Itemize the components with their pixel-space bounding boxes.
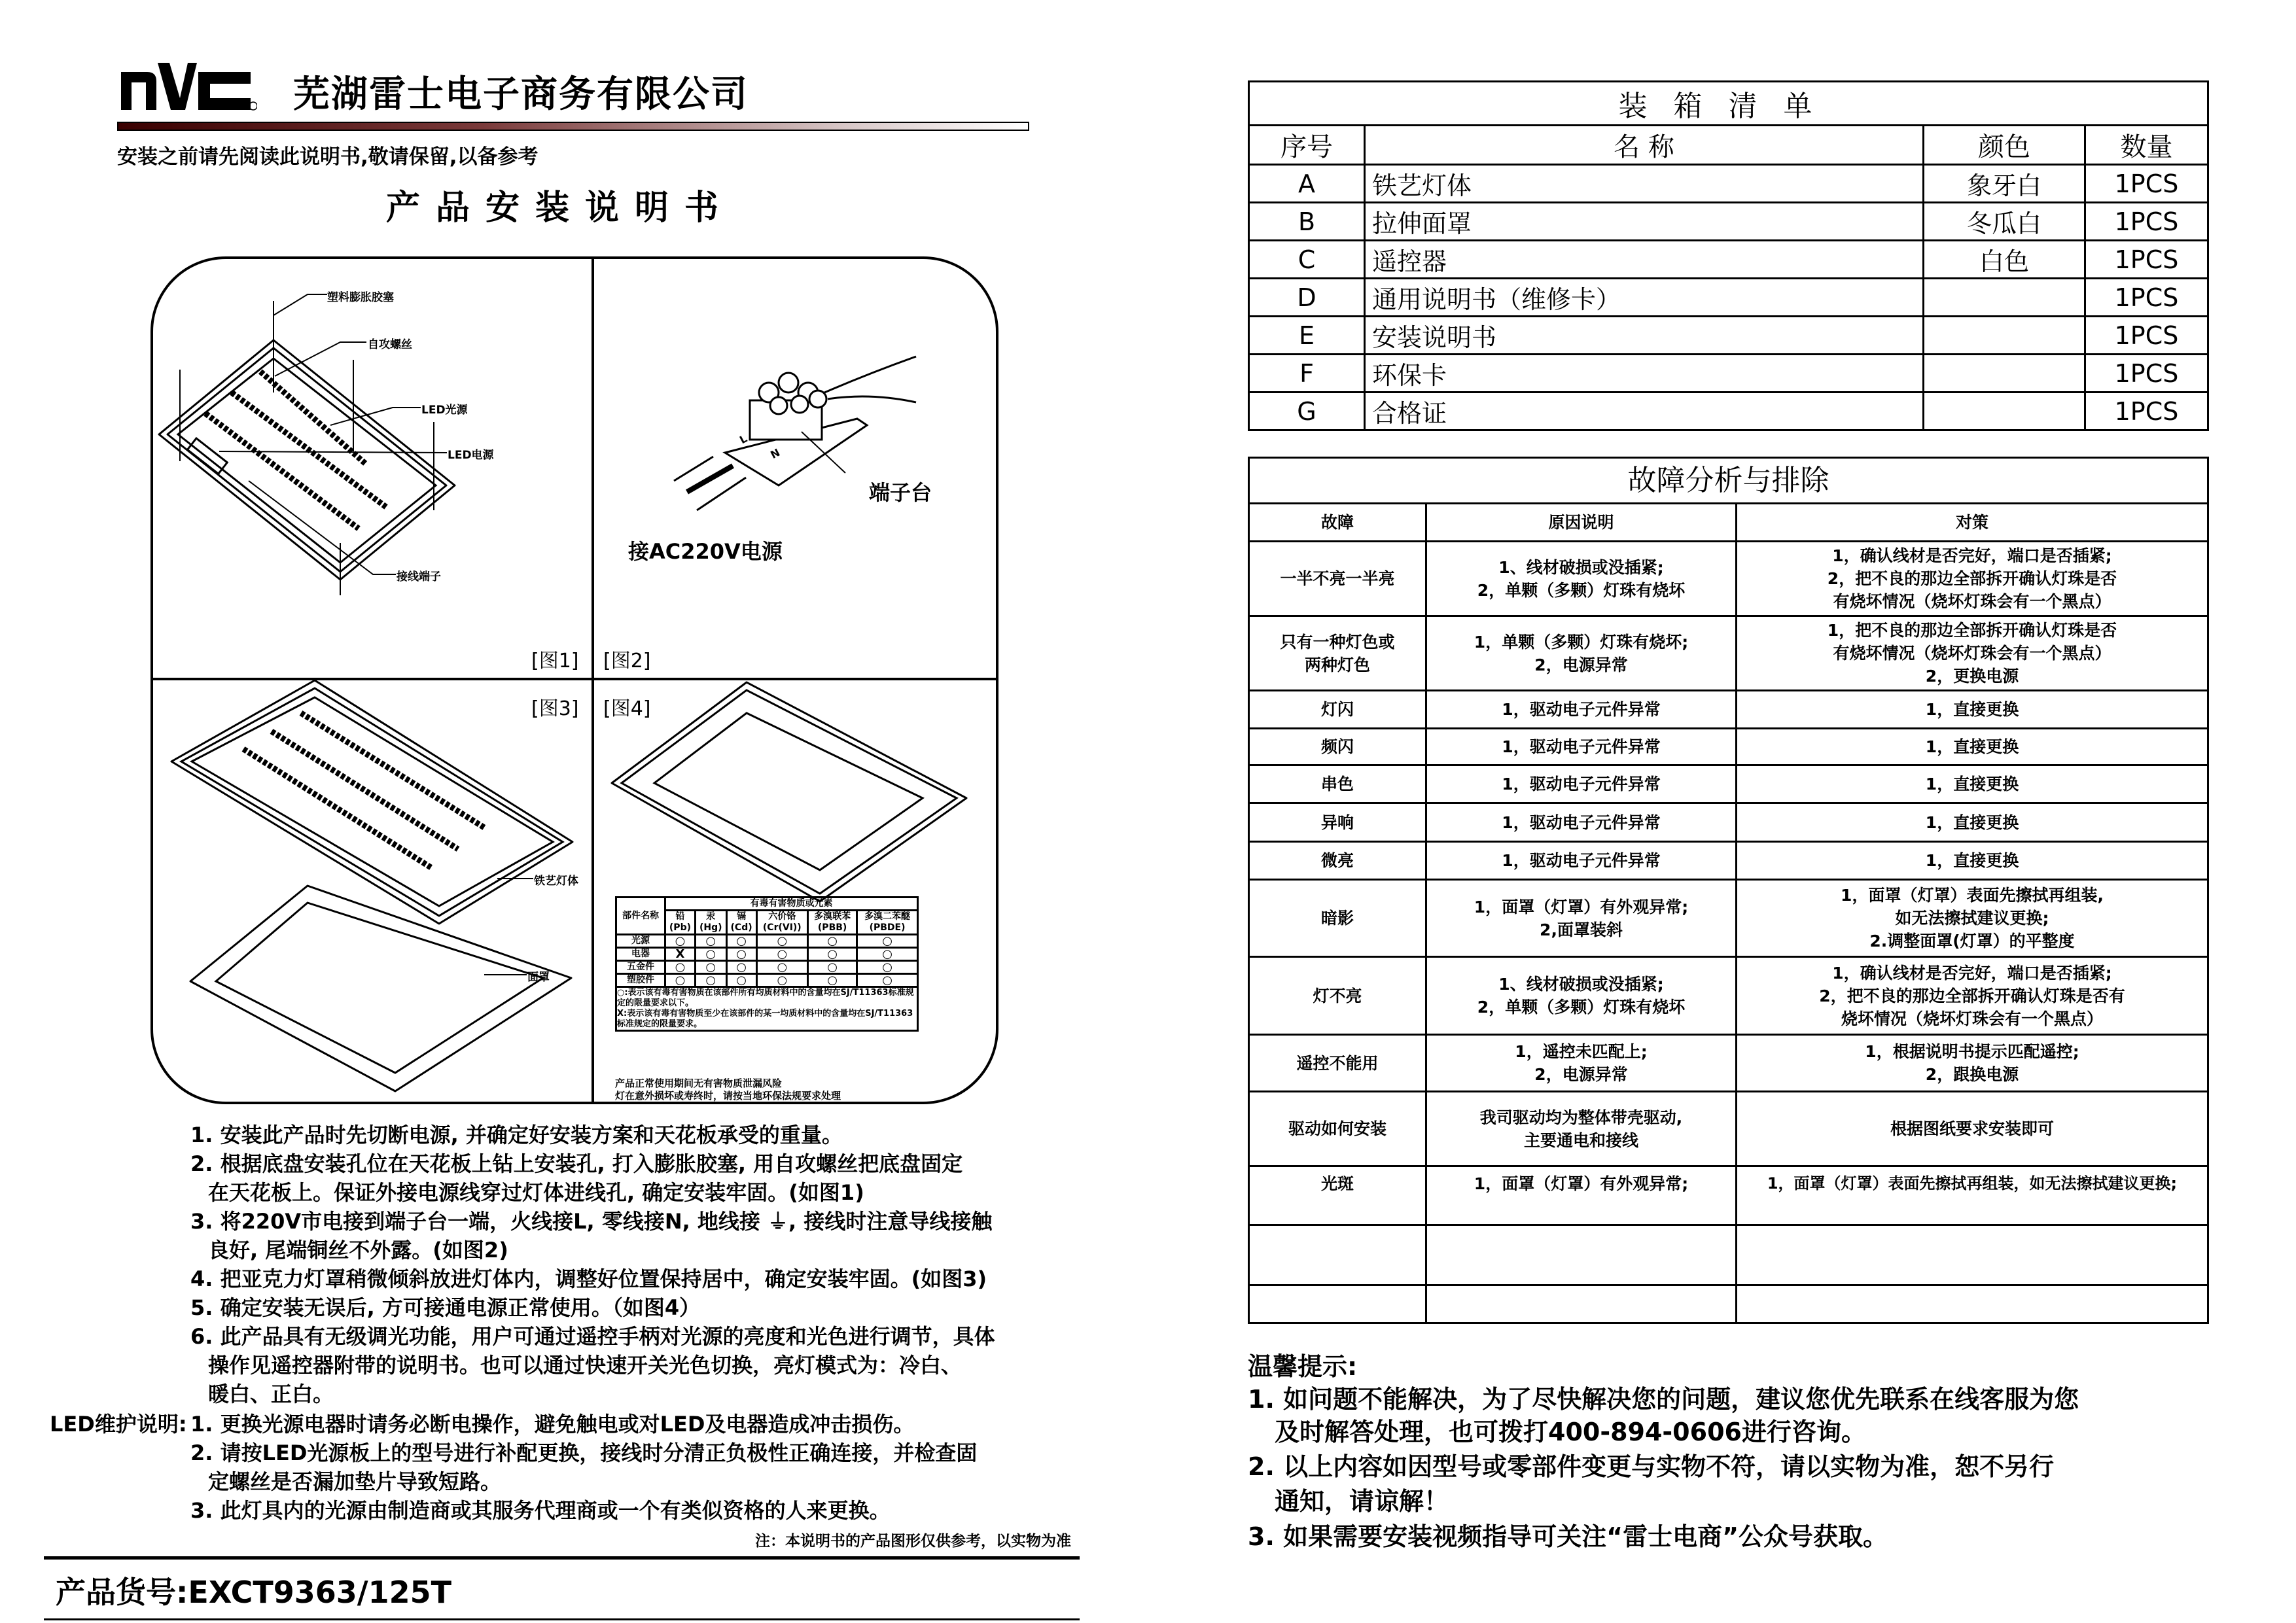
hz-substance-header <box>857 911 918 935</box>
troubleshooting-cell <box>1737 1285 2208 1323</box>
troubleshooting-cell: 异响 <box>1249 803 1426 842</box>
substance-symbol: (Cr(VI)) <box>762 922 802 933</box>
hz-part-header: 部件名称 <box>616 898 665 935</box>
terminal-mark-n: N <box>768 445 783 462</box>
packing-cell: 1PCS <box>2085 393 2208 430</box>
substance-symbol: (PBDE) <box>869 922 906 933</box>
packing-cell: C <box>1249 241 1365 279</box>
packing-row <box>1249 241 2208 279</box>
troubleshooting-cell: 1，根据说明书提示匹配遥控; 2，跟换电源 <box>1737 1035 2208 1092</box>
packing-header: 颜色 <box>1924 126 2085 165</box>
part-label: 面罩 <box>527 971 550 984</box>
packing-row <box>1249 317 2208 355</box>
troubleshooting-cell: 1，驱动电子元件异常 <box>1426 765 1737 803</box>
instruction-line: 5. 确定安装无误后, 方可接通电源正常使用。（如图4） <box>190 1295 701 1320</box>
packing-cell: 拉伸面罩 <box>1365 203 1924 241</box>
hz-mark: ○ <box>726 935 756 948</box>
troubleshooting-title: 故障分析与排除 <box>1249 458 2208 504</box>
hz-mark: ○ <box>726 948 756 961</box>
troubleshooting-cell: 1，驱动电子元件异常 <box>1426 842 1737 880</box>
packing-cell: 合格证 <box>1365 393 1924 430</box>
hz-mark: ○ <box>857 961 918 974</box>
troubleshooting-header: 故障 <box>1249 504 1426 542</box>
troubleshooting-row <box>1249 616 2208 691</box>
fig4-cover-drawing <box>612 682 966 901</box>
instruction-line: 良好, 尾端铜丝不外露。(如图2) <box>208 1238 508 1263</box>
packing-cell <box>1924 393 2085 430</box>
packing-cell <box>1924 317 2085 355</box>
packing-cell: B <box>1249 203 1365 241</box>
troubleshooting-cell: 一半不亮一半亮 <box>1249 542 1426 616</box>
packing-cell: 1PCS <box>2085 279 2208 317</box>
instruction-line: 1. 安装此产品时先切断电源, 并确定好安装方案和天花板承受的重量。 <box>190 1123 843 1147</box>
led-maintenance-line: 2. 请按LED光源板上的型号进行补配更换，接线时分清正负极性正确连接，并检查固 <box>190 1440 978 1465</box>
tip-line: 通知，请谅解！ <box>1275 1487 1449 1516</box>
part-label: 接线端子 <box>397 570 441 584</box>
footer-rule <box>44 1556 1080 1560</box>
troubleshooting-cell: 1，直接更换 <box>1737 765 2208 803</box>
packing-cell <box>1924 355 2085 393</box>
led-maintenance-line: 3. 此灯具内的光源由制造商或其服务代理商或一个有类似资格的人来更换。 <box>190 1498 891 1523</box>
troubleshooting-row <box>1249 1092 2208 1166</box>
substance-name: 多溴联苯 <box>814 911 851 922</box>
troubleshooting-cell: 1，驱动电子元件异常 <box>1426 729 1737 765</box>
troubleshooting-header: 原因说明 <box>1426 504 1737 542</box>
substance-symbol: (PBB) <box>817 922 847 933</box>
troubleshooting-row <box>1249 957 2208 1035</box>
instruction-line: 6. 此产品具有无级调光功能，用户可通过遥控手柄对光源的亮度和光色进行调节，具体 <box>190 1324 995 1349</box>
hz-group-header: 有毒有害物质或元素 <box>665 898 918 911</box>
hz-mark: ○ <box>695 961 726 974</box>
fig1-label: [图1] <box>531 650 579 672</box>
troubleshooting-cell: 1，直接更换 <box>1737 803 2208 842</box>
hz-mark: ○ <box>857 935 918 948</box>
bottom-rule <box>44 1618 1080 1620</box>
troubleshooting-cell: 1，确认线材是否完好，端口是否插紧; 2，把不良的那边全部拆开确认灯珠是否有 烧坏情况（烧坏灯珠会有一个黑点） <box>1737 957 2208 1035</box>
reference-note: 注：本说明书的产品图形仅供参考，以实物为准 <box>755 1533 1071 1550</box>
hazardous-substance-table <box>615 896 919 1032</box>
packing-cell: F <box>1249 355 1365 393</box>
troubleshooting-row <box>1249 729 2208 765</box>
hz-mark: ○ <box>726 974 756 987</box>
troubleshooting-cell: 1，直接更换 <box>1737 842 2208 880</box>
troubleshooting-cell: 1，直接更换 <box>1737 729 2208 765</box>
hz-part: 电器 <box>616 948 665 961</box>
troubleshooting-cell: 1，单颗（多颗）灯珠有烧坏; 2，电源异常 <box>1426 616 1737 691</box>
hz-row <box>616 948 918 961</box>
packing-cell: 通用说明书（维修卡） <box>1365 279 1924 317</box>
troubleshooting-row <box>1249 765 2208 803</box>
hazard-footer: 灯在意外损坏或寿终时，请按当地环保法规要求处理 <box>615 1090 841 1102</box>
hz-substance-header <box>726 911 756 935</box>
troubleshooting-cell: 驱动如何安装 <box>1249 1092 1426 1166</box>
led-maintenance-line: 1. 更换光源电器时请务必断电操作，避免触电或对LED及电器造成冲击损伤。 <box>190 1412 915 1437</box>
fig2-label: [图2] <box>603 650 651 672</box>
troubleshooting-cell: 1，面罩（灯罩）表面先擦拭再组装，如无法擦拭建议更换; <box>1737 1166 2208 1225</box>
troubleshooting-row <box>1249 880 2208 957</box>
packing-cell: D <box>1249 279 1365 317</box>
fig3-label: [图3] <box>531 697 579 720</box>
instruction-line: 操作见遥控器附带的说明书。也可以通过快速开关光色切换，亮灯模式为：冷白、 <box>208 1353 963 1378</box>
tip-line: 1. 如问题不能解决，为了尽快解决您的问题，建议您优先联系在线客服为您 <box>1248 1385 2079 1414</box>
fig4-label: [图4] <box>603 697 651 720</box>
substance-name: 汞 <box>706 911 716 922</box>
troubleshooting-row <box>1249 803 2208 842</box>
troubleshooting-cell <box>1426 1225 1737 1285</box>
part-label: 铁艺灯体 <box>534 875 578 888</box>
troubleshooting-row <box>1249 842 2208 880</box>
document-title: 产品安装说明书 <box>386 188 735 228</box>
hz-part: 塑胶件 <box>616 974 665 987</box>
hz-mark: ○ <box>857 948 918 961</box>
hz-substance-header <box>808 911 857 935</box>
hz-mark: ○ <box>808 961 857 974</box>
packing-cell: 环保卡 <box>1365 355 1924 393</box>
substance-name: 镉 <box>737 911 747 922</box>
hz-mark: ○ <box>695 948 726 961</box>
hz-mark: ○ <box>808 974 857 987</box>
hz-mark: ○ <box>808 948 857 961</box>
troubleshooting-row <box>1249 1035 2208 1092</box>
hz-mark: ○ <box>857 974 918 987</box>
packing-cell: 1PCS <box>2085 241 2208 279</box>
hz-note-o: ○:表示该有毒有害物质在该部件所有均质材料中的含量均在SJ/T11363标准规定的限量要求以下。 <box>617 988 914 1008</box>
packing-cell: A <box>1249 165 1365 203</box>
part-label: LED光源 <box>421 404 468 417</box>
hz-row <box>616 935 918 948</box>
troubleshooting-cell: 1、线材破损或没插紧; 2，单颗（多颗）灯珠有烧坏 <box>1426 542 1737 616</box>
hz-mark: ○ <box>695 935 726 948</box>
troubleshooting-cell: 光斑 <box>1249 1166 1426 1225</box>
tips-title: 温馨提示: <box>1248 1352 1358 1381</box>
packing-cell <box>1924 279 2085 317</box>
hz-mark: X <box>665 948 696 961</box>
troubleshooting-cell: 微亮 <box>1249 842 1426 880</box>
troubleshooting-cell: 1，面罩（灯罩）表面先擦拭再组装, 如无法擦拭建议更换; 2.调整面罩(灯罩）的平整度 <box>1737 880 2208 957</box>
tip-line: 3. 如果需要安装视频指导可关注“雷士电商”公众号获取。 <box>1248 1522 1888 1551</box>
hz-part: 光源 <box>616 935 665 948</box>
troubleshooting-row <box>1249 691 2208 729</box>
troubleshooting-table <box>1248 457 2209 1324</box>
substance-symbol: (Cd) <box>730 922 752 933</box>
instruction-line: 暖白、正白。 <box>208 1382 334 1406</box>
packing-cell: 遥控器 <box>1365 241 1924 279</box>
hz-note-x: X:表示该有毒有害物质至少在该部件的某一均质材料中的含量均在SJ/T11363标准规定的限量要求。 <box>617 1009 913 1029</box>
troubleshooting-cell: 只有一种灯色或 两种灯色 <box>1249 616 1426 691</box>
packing-cell: 安装说明书 <box>1365 317 1924 355</box>
instruction-line: 4. 把亚克力灯罩稍微倾斜放进灯体内，调整好位置保持居中，确定安装牢固。(如图3) <box>190 1266 987 1291</box>
packing-cell: 象牙白 <box>1924 165 2085 203</box>
led-maintenance-line: 定螺丝是否漏加垫片导致短路。 <box>208 1469 502 1494</box>
hz-mark: ○ <box>665 974 696 987</box>
troubleshooting-cell: 1，驱动电子元件异常 <box>1426 691 1737 729</box>
troubleshooting-cell: 1，确认线材是否完好，端口是否插紧; 2，把不良的那边全部拆开确认灯珠是否 有烧坏情况（烧坏灯珠会有一个黑点） <box>1737 542 2208 616</box>
troubleshooting-cell: 灯闪 <box>1249 691 1426 729</box>
hz-mark: ○ <box>756 974 808 987</box>
hz-mark: ○ <box>726 961 756 974</box>
packing-cell: E <box>1249 317 1365 355</box>
hz-row <box>616 961 918 974</box>
company-name: 芜湖雷士电子商务有限公司 <box>293 73 749 116</box>
part-label: 接AC220V电源 <box>628 539 783 564</box>
packing-list-title: 装箱清单 <box>1249 82 2208 126</box>
hz-part: 五金件 <box>616 961 665 974</box>
substance-name: 六价铬 <box>768 911 796 922</box>
instruction-line: 在天花板上。保证外接电源线穿过灯体进线孔, 确定安装牢固。(如图1) <box>208 1180 864 1205</box>
hz-substance-header <box>665 911 696 935</box>
part-label: 端子台 <box>869 480 932 505</box>
hz-mark: ○ <box>756 935 808 948</box>
fig3-lamp-and-cover-drawing <box>171 680 573 1091</box>
substance-symbol: (Hg) <box>699 922 722 933</box>
troubleshooting-row <box>1249 1225 2208 1285</box>
packing-cell: 1PCS <box>2085 165 2208 203</box>
part-label: LED电源 <box>448 449 494 462</box>
troubleshooting-cell: 我司驱动均为整体带壳驱动, 主要通电和接线 <box>1426 1092 1737 1166</box>
troubleshooting-cell <box>1737 1225 2208 1285</box>
packing-row <box>1249 393 2208 430</box>
part-label: 塑料膨胀胶塞 <box>327 291 394 304</box>
packing-list-table <box>1248 80 2209 431</box>
packing-cell: 铁艺灯体 <box>1365 165 1924 203</box>
troubleshooting-cell: 串色 <box>1249 765 1426 803</box>
troubleshooting-cell <box>1249 1225 1426 1285</box>
troubleshooting-row <box>1249 1166 2208 1225</box>
product-model: 产品货号:EXCT9363/125T <box>56 1575 452 1610</box>
troubleshooting-cell: 遥控不能用 <box>1249 1035 1426 1092</box>
packing-row <box>1249 165 2208 203</box>
tip-line: 2. 以上内容如因型号或零部件变更与实物不符，请以实物为准，恕不另行 <box>1248 1452 2055 1481</box>
troubleshooting-cell: 1，直接更换 <box>1737 691 2208 729</box>
hz-mark: ○ <box>665 935 696 948</box>
hazard-footer: 产品正常使用期间无有害物质泄漏风险 <box>615 1077 783 1089</box>
led-maintenance-label: LED维护说明: <box>50 1412 187 1437</box>
troubleshooting-row <box>1249 1285 2208 1323</box>
troubleshooting-cell: 1，面罩（灯罩）有外观异常; <box>1426 1166 1737 1225</box>
packing-row <box>1249 203 2208 241</box>
packing-header: 名 称 <box>1365 126 1924 165</box>
troubleshooting-cell: 1，驱动电子元件异常 <box>1426 803 1737 842</box>
troubleshooting-cell: 暗影 <box>1249 880 1426 957</box>
troubleshooting-cell: 根据图纸要求安装即可 <box>1737 1092 2208 1166</box>
hz-mark: ○ <box>665 961 696 974</box>
packing-cell: G <box>1249 393 1365 430</box>
hz-substance-header <box>756 911 808 935</box>
troubleshooting-cell <box>1426 1285 1737 1323</box>
pre-install-note: 安装之前请先阅读此说明书,敬请保留,以备参考 <box>117 145 539 169</box>
packing-header: 数量 <box>2085 126 2208 165</box>
packing-cell: 冬瓜白 <box>1924 203 2085 241</box>
packing-cell: 白色 <box>1924 241 2085 279</box>
packing-row <box>1249 279 2208 317</box>
hz-substance-header <box>695 911 726 935</box>
hz-mark: ○ <box>756 961 808 974</box>
instruction-line: 3. 将220V市电接到端子台一端，火线接L, 零线接N, 地线接 ⏚, 接线时注意导线接触 <box>190 1209 993 1234</box>
troubleshooting-cell: 1、线材破损或没插紧; 2，单颗（多颗）灯珠有烧坏 <box>1426 957 1737 1035</box>
packing-header: 序号 <box>1249 126 1365 165</box>
instruction-line: 2. 根据底盘安装孔位在天花板上钻上安装孔, 打入膨胀胶塞, 用自攻螺丝把底盘固定 <box>190 1151 963 1176</box>
troubleshooting-cell: 1，遥控未匹配上; 2，电源异常 <box>1426 1035 1737 1092</box>
troubleshooting-cell <box>1249 1285 1426 1323</box>
packing-cell: 1PCS <box>2085 203 2208 241</box>
packing-row <box>1249 355 2208 393</box>
packing-cell: 1PCS <box>2085 317 2208 355</box>
troubleshooting-cell: 1，面罩（灯罩）有外观异常; 2,面罩装斜 <box>1426 880 1737 957</box>
troubleshooting-header: 对策 <box>1737 504 2208 542</box>
troubleshooting-cell: 1，把不良的那边全部拆开确认灯珠是否 有烧坏情况（烧坏灯珠会有一个黑点） 2，更换电源 <box>1737 616 2208 691</box>
troubleshooting-cell: 灯不亮 <box>1249 957 1426 1035</box>
substance-name: 铅 <box>675 911 685 922</box>
hz-row <box>616 974 918 987</box>
tip-line: 及时解答处理，也可拨打400-894-0606进行咨询。 <box>1275 1418 1866 1446</box>
troubleshooting-cell: 频闪 <box>1249 729 1426 765</box>
hz-mark: ○ <box>756 948 808 961</box>
substance-name: 多溴二苯醚 <box>864 911 911 922</box>
hz-mark: ○ <box>808 935 857 948</box>
part-label: 自攻螺丝 <box>368 338 412 351</box>
substance-symbol: (Pb) <box>669 922 691 933</box>
hz-mark: ○ <box>695 974 726 987</box>
terminal-mark-l: L <box>737 432 750 447</box>
troubleshooting-row <box>1249 542 2208 616</box>
packing-cell: 1PCS <box>2085 355 2208 393</box>
